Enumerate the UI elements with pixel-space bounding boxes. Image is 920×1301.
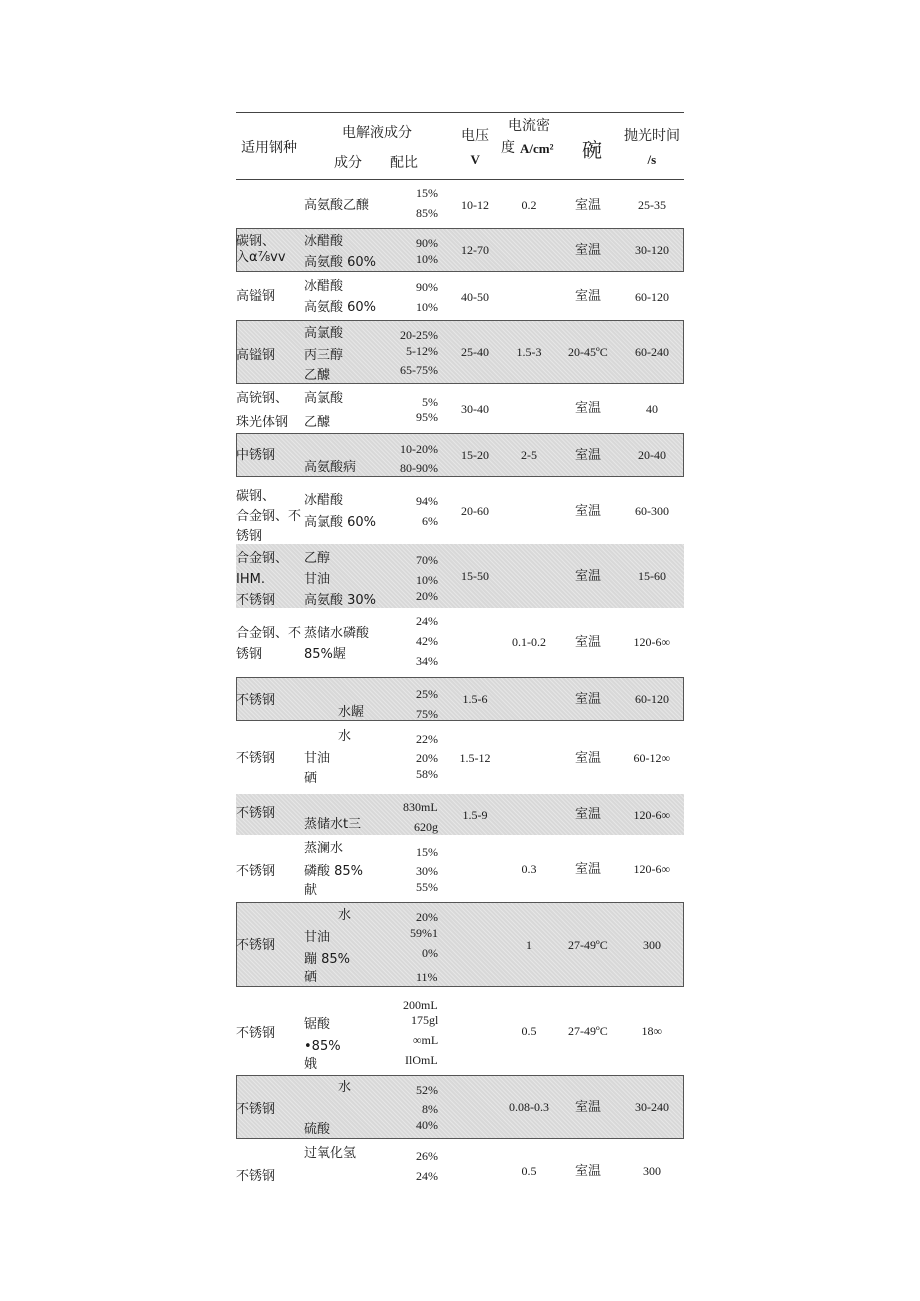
electrolyte-component: 水	[338, 907, 352, 923]
steel-grade-label: 碳钢、	[236, 233, 276, 249]
steel-grade-label: 不锈钢	[236, 750, 276, 766]
temperature-value: 20-45ºC	[568, 345, 608, 359]
polish-time-value: 60-120	[635, 289, 669, 304]
electrolyte-component: 水	[338, 728, 352, 744]
steel-grade-label: IHM.	[236, 571, 265, 587]
electrolyte-component: 锯酸	[304, 1016, 331, 1032]
electrolyte-ratio: 65-75%	[400, 363, 438, 377]
electrolyte-ratio: 22%	[416, 732, 438, 746]
steel-grade-label: 不锈钢	[236, 1101, 276, 1117]
electrolyte-component: 高氯酸	[304, 390, 344, 406]
steel-grade-label: 不锈钢	[236, 937, 276, 953]
electrolyte-ratio: 90%	[416, 280, 438, 294]
electrolyte-ratio: 8%	[422, 1102, 438, 1116]
table-top-rule	[236, 112, 684, 113]
row-shading	[236, 677, 684, 721]
steel-grade-label: 不锈钢	[236, 1025, 276, 1041]
header-current: 电流密	[508, 118, 550, 134]
steel-grade-label: 不锈钢	[236, 863, 276, 879]
temperature-value: 室温	[575, 861, 602, 877]
electrolyte-component: 蒸澜水	[304, 840, 344, 856]
polish-time-value: 120-6∞	[633, 807, 671, 822]
electrolyte-ratio: 6%	[422, 514, 438, 528]
electrolyte-component: 硒	[304, 770, 318, 786]
voltage-value: 20-60	[461, 504, 489, 518]
electrolyte-component: 高氨酸 60%	[304, 254, 377, 270]
voltage-value: 25-40	[461, 345, 489, 359]
steel-grade-label: 不锈钢	[236, 1168, 276, 1184]
current-density-value: 0.08-0.3	[509, 1100, 549, 1114]
electrolyte-ratio: 52%	[416, 1083, 438, 1097]
electrolyte-component: 高氨酸病	[304, 459, 357, 475]
electrolyte-component: 丙三醇	[304, 347, 344, 363]
voltage-value: 10-12	[461, 198, 489, 212]
electrolyte-ratio: 20%	[416, 751, 438, 765]
electrolyte-component: 乙醇	[304, 550, 331, 566]
polish-time-value: 120-6∞	[633, 862, 671, 876]
polish-time-value: 60-300	[635, 504, 669, 518]
steel-grade-label: 不锈钢	[236, 805, 276, 821]
electrolyte-ratio: 20%	[416, 910, 438, 924]
polish-time-value: 120-6∞	[633, 635, 671, 649]
steel-grade-label: 合金钢、不	[236, 508, 302, 524]
electrolyte-ratio: 5-12%	[406, 344, 438, 358]
electrolyte-ratio: 11%	[416, 970, 438, 984]
polish-time-value: 60-240	[635, 345, 669, 359]
electrolyte-component: 硒	[304, 969, 318, 985]
header-time: 抛光时间	[624, 128, 680, 144]
temperature-value: 室温	[575, 447, 602, 463]
electrolyte-ratio: 25%	[416, 687, 438, 701]
steel-grade-label: 入α⅞vv	[236, 249, 286, 265]
steel-grade-label: 合金钢、	[236, 550, 289, 566]
current-density-value: 0.2	[521, 198, 537, 212]
electrolyte-ratio: 20-25%	[400, 328, 438, 342]
electrolyte-component: 乙醵	[304, 367, 331, 383]
electrolyte-ratio: 42%	[416, 634, 438, 648]
steel-grade-label: 不锈钢	[236, 692, 276, 708]
electrolyte-ratio: 10%	[416, 573, 438, 587]
electrolyte-component: 高氨酸 60%	[304, 299, 377, 315]
temperature-value: 室温	[575, 750, 602, 766]
current-density-value: 1.5-3	[516, 345, 542, 359]
header-ratio: 配比	[390, 155, 418, 171]
electrolyte-ratio: 94%	[416, 494, 438, 508]
steel-grade-label: 高铳钢、	[236, 390, 289, 406]
electrolyte-ratio: 34%	[416, 654, 438, 668]
electrolyte-component: 蒸储水t三	[304, 816, 362, 832]
temperature-value: 室温	[575, 197, 602, 213]
polish-time-value: 300	[643, 937, 661, 952]
polish-time-value: 60-120	[635, 692, 669, 706]
electrolyte-ratio: 24%	[416, 1169, 438, 1183]
header-electrolyte: 电解液成分	[342, 125, 412, 141]
electrolyte-ratio: 20%	[416, 589, 438, 603]
electrolyte-component: 乙醵	[304, 414, 331, 430]
electrolyte-ratio: 200mL	[403, 998, 438, 1012]
current-density-value: 0.1-0.2	[512, 635, 546, 649]
polish-time-value: 18∞	[641, 1024, 663, 1038]
electrolyte-component: 冰醋酸	[304, 233, 344, 249]
electrolyte-ratio: 830mL	[403, 800, 438, 814]
polish-time-value: 30-120	[635, 243, 669, 257]
electrolyte-ratio: 70%	[416, 553, 438, 567]
electrolyte-ratio: 55%	[416, 880, 438, 894]
electrolyte-component: 85%龌	[304, 646, 346, 662]
temperature-value: 室温	[575, 289, 602, 304]
header-voltage-unit: V	[470, 151, 480, 167]
header-bottom-rule	[236, 179, 684, 180]
temperature-value: 室温	[575, 503, 602, 519]
electrolyte-component: 高氯酸	[304, 325, 344, 341]
voltage-value: 15-20	[461, 448, 489, 462]
current-density-value: 1	[526, 937, 532, 952]
electrolyte-component: 甘油	[304, 571, 331, 587]
electrolyte-component: 甘油	[304, 929, 331, 945]
temperature-value: 27-49ºC	[568, 937, 608, 952]
electrolyte-ratio: 15%	[416, 845, 438, 859]
header-current-cn: 度	[501, 140, 515, 156]
electrolyte-ratio: 10%	[416, 300, 438, 314]
electrolyte-component: 硫酸	[304, 1121, 331, 1137]
electrolyte-component: 冰醋酸	[304, 278, 344, 294]
polish-time-value: 40	[646, 401, 658, 416]
electrolyte-component: 水	[338, 1079, 352, 1095]
electrolyte-component: •85%	[304, 1038, 341, 1054]
steel-grade-label: 锈钢	[236, 646, 263, 662]
current-density-value: 0.3	[521, 862, 537, 876]
electrolyte-ratio: 10%	[416, 252, 438, 266]
electrolyte-ratio: 24%	[416, 614, 438, 628]
voltage-value: 1.5-9	[462, 807, 488, 822]
electrolyte-ratio: 75%	[416, 707, 438, 721]
electrolyte-component: 高氯酸 60%	[304, 514, 377, 530]
electrolyte-ratio: 80-90%	[400, 461, 438, 475]
header-voltage: 电压	[461, 128, 489, 144]
polish-time-value: 300	[643, 1164, 661, 1178]
header-component: 成分	[334, 155, 362, 171]
electrolyte-component: 高氨酸乙醸	[304, 197, 370, 213]
electrolyte-ratio: 90%	[416, 236, 438, 250]
electrolyte-ratio: 620g	[414, 820, 438, 834]
electrolyte-ratio: 40%	[416, 1118, 438, 1132]
electrolyte-ratio: 10-20%	[400, 442, 438, 456]
electrolyte-ratio: 59%1	[410, 926, 438, 940]
electrolyte-ratio: 175gl	[411, 1013, 439, 1027]
temperature-value: 27-49ºC	[568, 1024, 608, 1038]
current-density-value: 0.5	[521, 1024, 537, 1038]
steel-grade-label: 珠光体钢	[236, 414, 289, 430]
electrolyte-component: 娥	[304, 1056, 318, 1072]
voltage-value: 40-50	[461, 289, 489, 304]
electrolyte-component: 献	[304, 882, 318, 898]
temperature-value: 室温	[575, 1099, 602, 1115]
electrolyte-ratio: 26%	[416, 1149, 438, 1163]
steel-grade-label: 高镒钢	[236, 347, 276, 363]
electrolyte-component: 高氨酸 30%	[304, 592, 377, 608]
voltage-value: 15-50	[461, 569, 489, 583]
temperature-value: 室温	[575, 807, 602, 822]
polish-time-value: 60-12∞	[633, 751, 671, 765]
header-time-unit: /s	[647, 151, 657, 167]
temperature-value: 室温	[575, 568, 602, 584]
electrolyte-component: 蒸储水磷酸	[304, 625, 370, 641]
steel-grade-label: 锈钢	[236, 528, 263, 544]
electrolyte-component: 甘油	[304, 750, 331, 766]
temperature-value: 室温	[575, 634, 602, 650]
temperature-value: 室温	[575, 1163, 602, 1179]
electrolyte-ratio: 0%	[422, 946, 438, 960]
polish-time-value: 20-40	[638, 448, 666, 462]
electrolyte-component: 过氧化氢	[304, 1145, 357, 1161]
voltage-value: 1.5-6	[462, 692, 488, 706]
voltage-value: 30-40	[461, 401, 489, 416]
electrolyte-ratio: 30%	[416, 864, 438, 878]
steel-grade-label: 高镒钢	[236, 288, 276, 304]
temperature-value: 室温	[575, 691, 602, 707]
temperature-value: 室温	[575, 401, 602, 416]
electrolyte-ratio: 58%	[416, 767, 438, 781]
polish-time-value: 30-240	[635, 1100, 669, 1114]
electrolyte-component: 水龌	[338, 704, 365, 720]
electrolyte-ratio: 15%	[416, 186, 438, 200]
header-current-unit: A/cm²	[520, 140, 554, 156]
electrolyte-ratio: IlOmL	[405, 1053, 438, 1067]
steel-grade-label: 不锈钢	[236, 592, 276, 608]
steel-grade-label: 碳钢、	[236, 488, 276, 504]
header-steel: 适用钢种	[241, 140, 297, 156]
current-density-value: 2-5	[521, 448, 537, 462]
header-temperature: 碗	[582, 138, 602, 162]
steel-grade-label: 合金钢、不	[236, 625, 302, 641]
temperature-value: 室温	[575, 242, 602, 258]
polish-time-value: 25-35	[638, 198, 666, 212]
electrolyte-component: 冰醋酸	[304, 492, 344, 508]
electrolyte-ratio: 85%	[416, 206, 438, 220]
voltage-value: 12-70	[461, 243, 489, 257]
electrolyte-component: 磷酸 85%	[304, 863, 364, 879]
electrolyte-ratio: 5%	[422, 395, 438, 409]
polish-time-value: 15-60	[638, 569, 666, 583]
electrolyte-ratio: ∞mL	[413, 1033, 439, 1047]
electrolyte-component: 蹦 85%	[304, 951, 351, 967]
steel-grade-label: 中锈钢	[236, 447, 276, 463]
electrolyte-ratio: 95%	[416, 410, 438, 424]
voltage-value: 1.5-12	[459, 751, 491, 765]
current-density-value: 0.5	[521, 1164, 537, 1178]
